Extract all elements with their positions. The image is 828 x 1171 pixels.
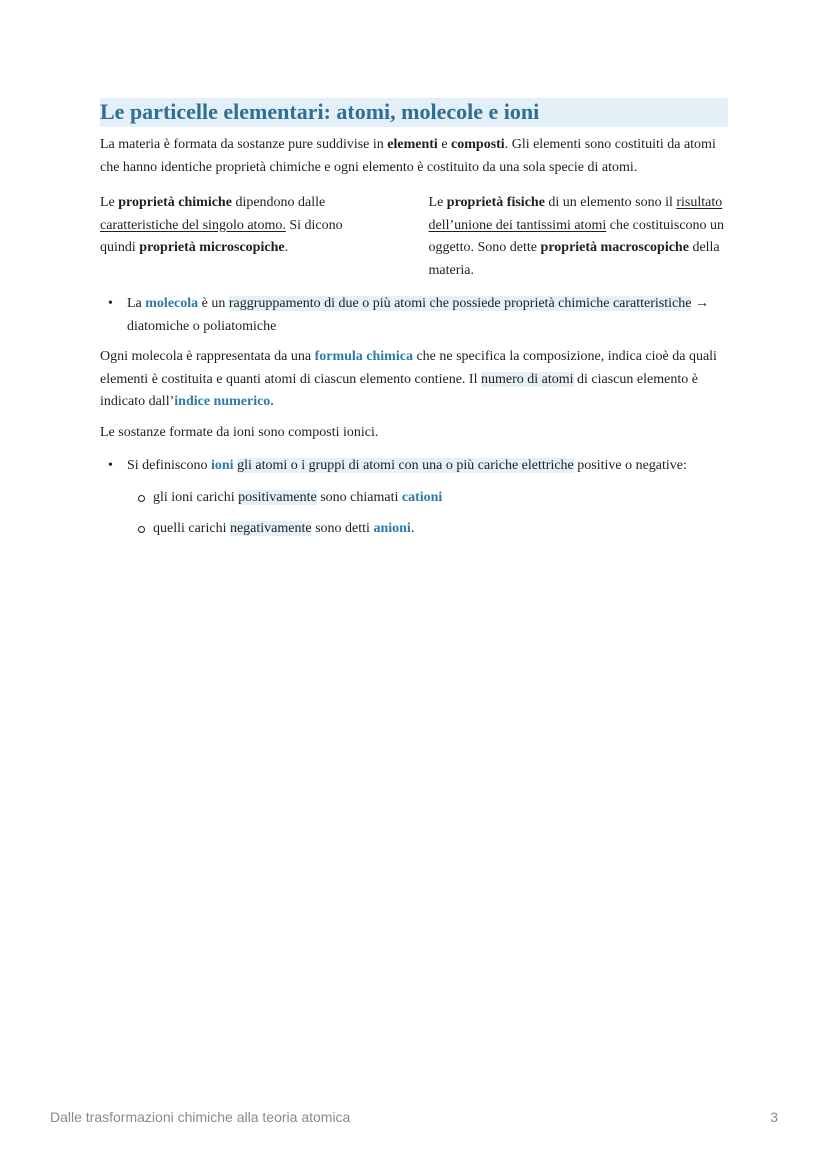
- footer-title: Dalle trasformazioni chimiche alla teoria atomica: [50, 1109, 351, 1125]
- list-item-molecola: [100, 293, 728, 338]
- section-heading: Le particelle elementari: atomi, molecole e ioni: [100, 98, 728, 127]
- text: dipendono dalle: [231, 195, 326, 210]
- chemical-properties-column: [100, 192, 370, 282]
- text: di ciascun elemento è indicato dall’: [100, 371, 698, 409]
- text: che costituiscono un oggetto. Sono dette: [428, 217, 725, 255]
- term-indice-numerico: indice numerico.: [174, 394, 274, 409]
- text: della materia.: [428, 240, 720, 278]
- text: Le: [100, 195, 119, 210]
- highlighted-text: positivamente: [238, 489, 317, 505]
- underlined-text: risultato dell’unione dei tantissimi atomi: [428, 195, 723, 233]
- text: gli ioni carichi: [153, 489, 239, 505]
- text: e: [437, 137, 452, 152]
- text: .: [284, 240, 289, 255]
- text: di un elemento sono il: [544, 195, 677, 210]
- term-molecola: molecola: [145, 296, 199, 311]
- underlined-text: caratteristiche del singolo atomo.: [100, 217, 286, 233]
- page-content: [100, 98, 728, 550]
- text: che ne specifica la composizione, indica cioè da quali elementi è costituita e quanti atomi di ciascun elemento contiene. Il: [100, 349, 717, 387]
- term-ioni: ioni: [211, 458, 234, 473]
- text: Ogni molecola è rappresentata da una: [100, 349, 315, 364]
- molecola-list: [100, 293, 728, 338]
- list-item-anioni: [100, 518, 728, 541]
- text: La materia è formata da sostanze pure suddivise in: [100, 137, 388, 152]
- highlighted-text: numero di atomi: [480, 371, 574, 387]
- text: positive o negative:: [573, 458, 687, 473]
- text: sono chiamati: [316, 489, 402, 505]
- page-footer: [50, 1109, 778, 1129]
- term-cationi: cationi: [401, 489, 443, 505]
- text: è un: [198, 296, 229, 311]
- text: sono detti: [311, 521, 374, 536]
- text: Le: [428, 195, 447, 210]
- text: Si definiscono: [127, 458, 211, 473]
- bold-term: proprietà fisiche: [446, 195, 545, 210]
- text: → diatomiche o poliatomiche: [127, 296, 709, 334]
- two-column-block: [100, 192, 728, 282]
- bold-term: proprietà microscopiche: [139, 240, 285, 255]
- intro-paragraph: [100, 134, 728, 179]
- bold-term: proprietà macroscopiche: [540, 240, 689, 255]
- ioni-list: [100, 455, 728, 478]
- text: .: [410, 521, 415, 536]
- list-item-cationi: [100, 487, 728, 510]
- bold-composti: composti: [451, 137, 505, 152]
- list-item-ioni: [100, 455, 728, 478]
- text: quelli carichi: [153, 521, 230, 536]
- highlighted-text: negativamente: [229, 521, 312, 536]
- text: Si dicono quindi: [100, 217, 343, 255]
- ion-types-list: [100, 487, 728, 541]
- formula-paragraph: [100, 346, 728, 414]
- highlighted-text: gli atomi o i gruppi di atomi con una o più cariche elettriche: [237, 458, 574, 473]
- text: La: [127, 296, 146, 311]
- term-anioni: anioni: [373, 521, 411, 536]
- term-formula-chimica: formula chimica: [314, 349, 413, 364]
- text: . Gli elementi sono costituiti da atomi che hanno identiche proprietà chimiche e ogni elemento è costituito da una sola specie di atomi.: [100, 137, 716, 175]
- bold-elementi: elementi: [387, 137, 438, 152]
- bold-term: proprietà chimiche: [118, 195, 232, 210]
- physical-properties-column: [429, 192, 728, 282]
- highlighted-text: raggruppamento di due o più atomi che possiede proprietà chimiche caratteristiche: [228, 296, 692, 311]
- ionic-paragraph: Le sostanze formate da ioni sono composti ionici.: [100, 424, 379, 440]
- page-number: 3: [770, 1109, 778, 1125]
